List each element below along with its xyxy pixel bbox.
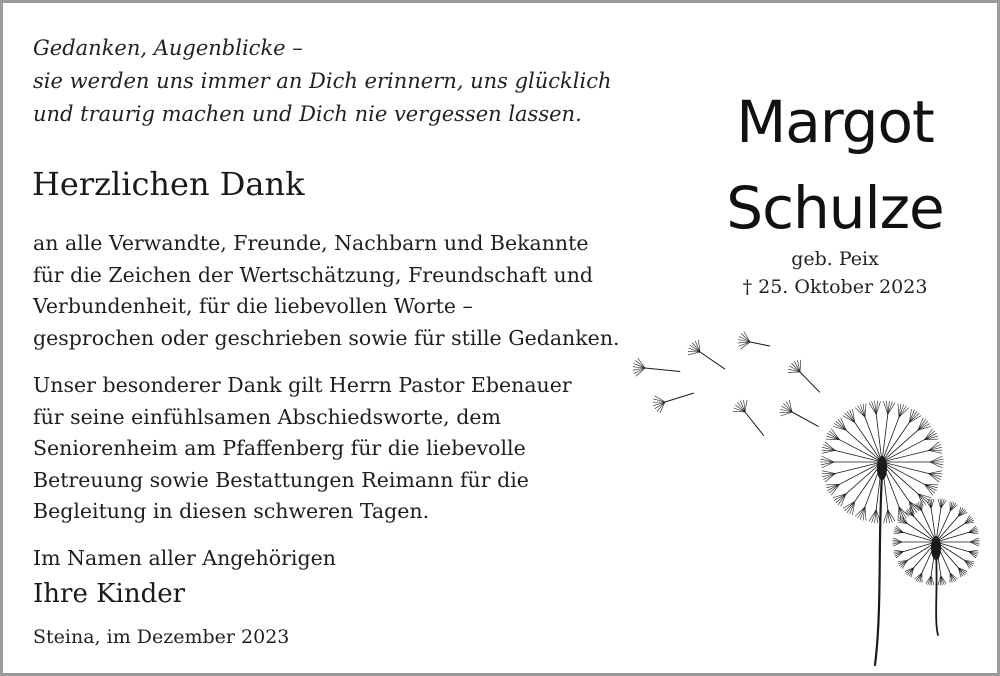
paragraph-line: Unser besonderer Dank gilt Herrn Pastor Ebenauer xyxy=(33,373,572,397)
deceased-last-name: Schulze xyxy=(726,174,944,242)
thanks-heading: Herzlichen Dank xyxy=(32,165,305,203)
closing-text: Im Namen aller Angehörigen xyxy=(33,546,336,570)
signature: Ihre Kinder xyxy=(33,579,186,609)
paragraph-line: für seine einfühlsamen Abschiedsworte, dem xyxy=(33,404,501,429)
paragraph-line: Begleitung in diesen schweren Tagen. xyxy=(33,499,430,523)
closing-line xyxy=(33,543,683,575)
paragraph-line: gesprochen oder geschrieben sowie für stille Gedanken. xyxy=(33,325,620,350)
paragraph-line: Verbundenheit, für die liebevollen Worte – xyxy=(33,294,473,318)
memorial-quote xyxy=(33,32,673,131)
quote-line: sie werden uns immer an Dich erinnern, uns glücklich xyxy=(33,69,612,93)
deceased-first-name: Margot xyxy=(736,88,934,156)
death-date: † 25. Oktober 2023 xyxy=(742,276,928,298)
paragraph-line: Seniorenheim am Pfaffenberg für die liebevolle xyxy=(33,436,526,460)
quote-line: Gedanken, Augenblicke – xyxy=(33,36,303,60)
place-date: Steina, im Dezember 2023 xyxy=(33,626,290,648)
thanks-paragraph xyxy=(33,228,683,354)
special-thanks-paragraph xyxy=(33,370,683,528)
birth-name: geb. Peix xyxy=(791,248,879,270)
paragraph-line: an alle Verwandte, Freunde, Nachbarn und Bekannte xyxy=(33,231,589,255)
paragraph-line: für die Zeichen der Wertschätzung, Freundschaft und xyxy=(33,262,594,287)
quote-line: und traurig machen und Dich nie vergessen lassen. xyxy=(33,102,582,126)
dandelion-icon xyxy=(620,320,990,670)
paragraph-line: Betreuung sowie Bestattungen Reimann für die xyxy=(33,467,529,492)
